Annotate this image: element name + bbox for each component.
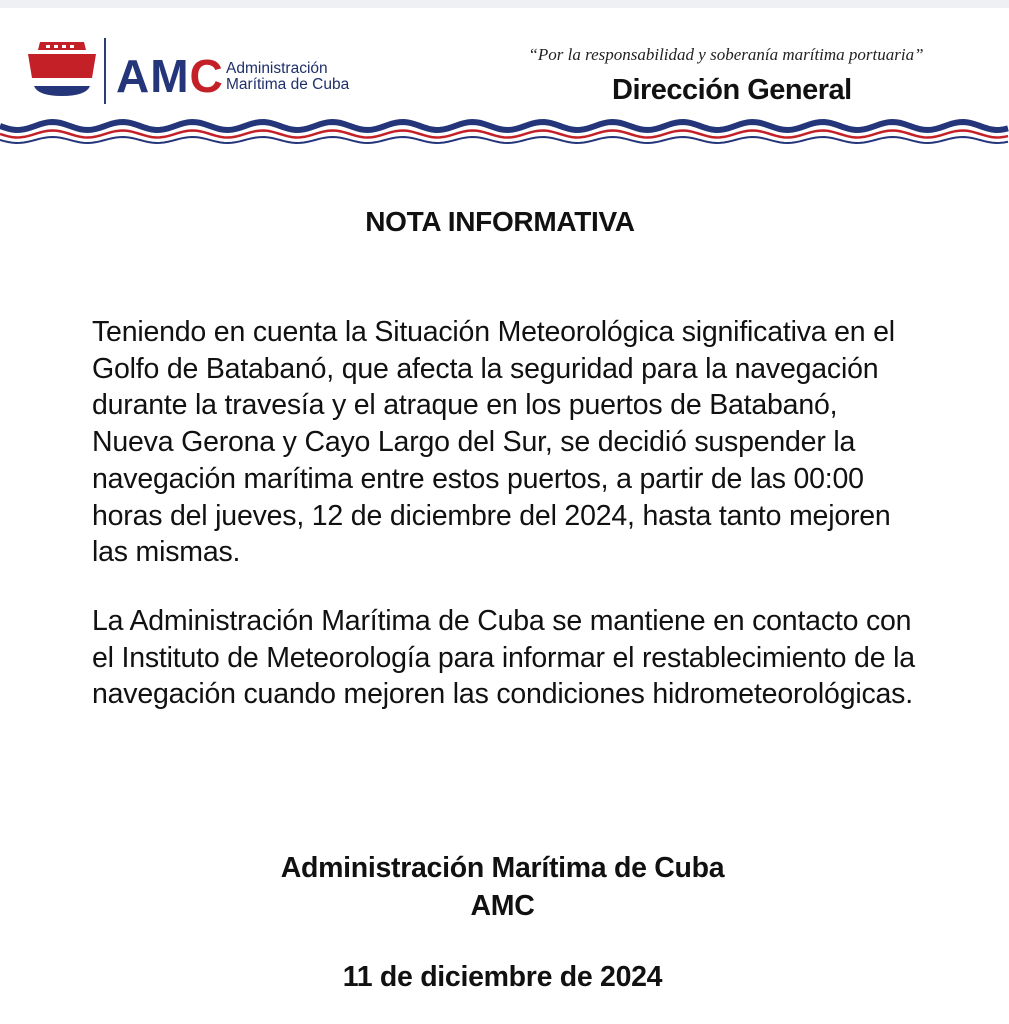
logo-divider xyxy=(104,38,106,104)
document-date: 11 de diciembre de 2024 xyxy=(342,961,663,993)
logo-wordmark: AMC xyxy=(116,50,224,102)
paragraph-1: Teniendo en cuenta la Situación Meteorológica significativa en el Golfo de Batabanó, que afecta la seguridad para la navegación durante la travesía y el atraque en los puertos de Batabanó, Nueva Gerona y Cayo Largo del Sur, se decidió suspender la navegación marítima entre estos puertos, a partir de las 00:00 horas del jueves, 12 de diciembre del 2024, hasta tanto mejoren las mismas. xyxy=(92,316,895,569)
motto: “Por la responsabilidad y soberanía marítima portuaria” xyxy=(528,45,924,64)
logo-subtitle xyxy=(226,61,349,93)
wave-border xyxy=(0,112,1009,152)
department-title: Dirección General xyxy=(612,74,852,106)
paragraph-2: La Administración Marítima de Cuba se mantiene en contacto con el Instituto de Meteorología para informar el restablecimiento de la navegación cuando mejoren las condiciones hidrometeorológicas. xyxy=(92,605,915,711)
ship-logo-icon xyxy=(26,34,98,100)
signature-name: Administración Marítima de Cuba xyxy=(280,852,725,884)
top-strip xyxy=(0,0,1009,8)
logo-subtitle-line1: Administración xyxy=(226,60,328,77)
logo-subtitle-line2: Marítima de Cuba xyxy=(226,76,350,93)
signature-abbrev: AMC xyxy=(470,890,535,922)
letterhead xyxy=(0,8,1009,143)
document-title: NOTA INFORMATIVA xyxy=(365,206,635,237)
